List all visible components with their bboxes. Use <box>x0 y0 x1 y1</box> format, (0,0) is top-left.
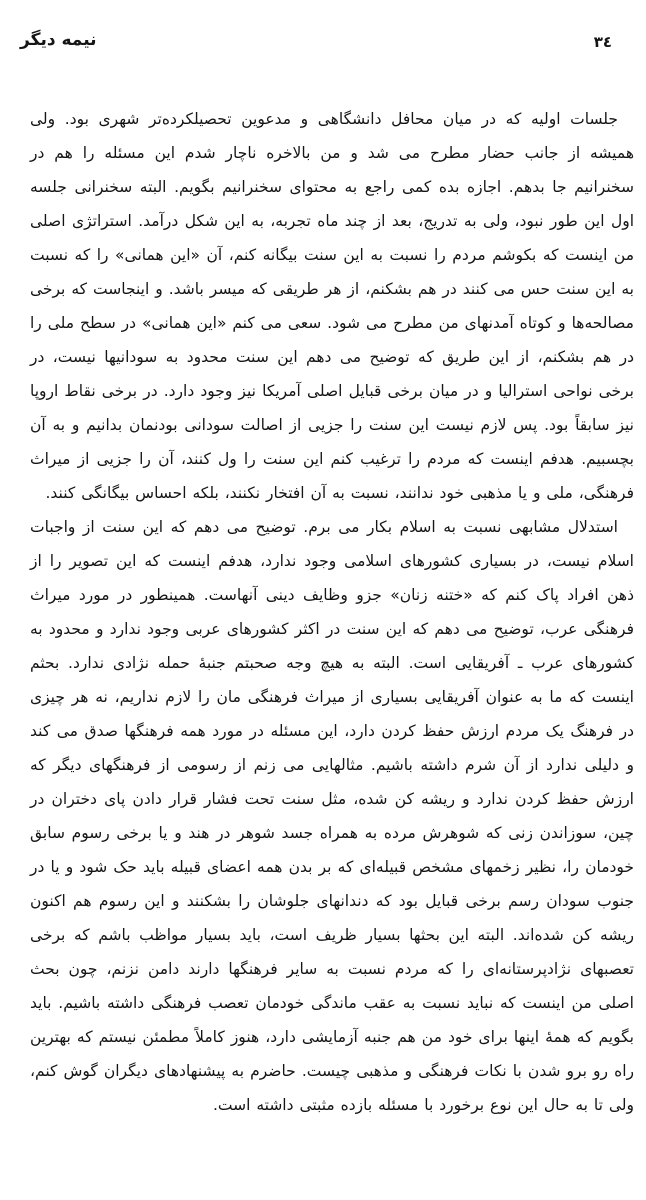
page-number: ٣٤ <box>593 33 612 51</box>
page-body-text <box>30 102 634 1122</box>
paragraph: استدلال مشابهی نسبت به اسلام بکار می برم. توضیح می دهم که این سنت از واجبات اسلام نیست، در بسیاری کشورهای اسلامی وجود ندارد، هدفم اینست که این تصویر را از ذهن افراد پاک کنم که «ختنه زنان» جزو وظایف دینی آنهاست. همینطور در مورد میراث فرهنگی عرب، توضیح می دهم که این سنت در اکثر کشورهای عربی وجود ندارد و محدود به کشورهای عرب ـ آفریقایی است. البته به هیچ وجه صحبتم جنبهٔ حمله نژادی ندارد. بحثم اینست که ما به عنوان آفریقایی بسیاری از میراث فرهنگی مان را لازم نداریم، نه هر چیزی در فرهنگ یک مردم ارزش حفظ کردن دارد، این مسئله در مورد همه فرهنگها صدق می کند و دلیلی ندارد از آن شرم داشته باشیم. مثالهایی می زنم از رسومی از فرهنگهای دیگر که ارزش حفظ کردن ندارد و ریشه کن شده، مثل سنت تحت فشار قرار دادن پای دختران در چین، سوزاندن زنی که شوهرش مرده به همراه جسد شوهر در هند و یا برخی رسوم سابق خودمان را، نظیر زخمهای مشخص قبیله‌ای که بر بدن همه اعضای قبیله باید حک شود و یا در جنوب سودان رسم برخی قبایل بود که دندانهای جلوشان را بشکنند و این رسوم هم اکنون ریشه کن شده‌اند. البته این بحثها بسیار ظریف است، باید بسیار مواظب باشم که برخی تعصبهای نژادپرستانه‌ای را که مردم نسبت به سایر فرهنگها دارند دامن نزنم، چون بحث اصلی من اینست که نباید نسبت به عقب ماندگی خودمان تعصب فرهنگی داشته باشیم. باید بگویم که همهٔ اینها برای خود من هم جنبه آزمایشی دارد، هنوز کاملاً مطمئن نیستم که بهترین راه رو برو شدن با نکات فرهنگی و مذهبی چیست. حاضرم به پیشنهادهای دیگران گوش کنم، ولی تا به حال این نوع برخورد با مسئله بازده مثبتی داشته است. <box>30 518 634 1114</box>
paragraph: جلسات اولیه که در میان محافل دانشگاهی و مدعوین تحصیلکرده‌تر شهری بود. ولی همیشه از جانب حضار مطرح می شد و من بالاخره ناچار شدم این مسئله را هم در سخنرانیم جا بدهم. اجازه بده کمی راجع به محتوای سخنرانیم بگویم. البته سخنرانی جلسه اول این طور نبود، ولی به تدریج، بعد از چند ماه تجربه، به این شکل درآمد. استراتژی اصلی من اینست که بکوشم مردم را نسبت به این سنت بیگانه کنم، آن «این همانی» را که نسبت به این سنت حس می کنند در هم بشکنم، از هر طریقی که میسر باشد. و اینجاست که برخی مصالحه‌ها و کوتاه آمدنهای من مطرح می شود. سعی می کنم «این همانی» در سطح ملی را در هم بشکنم، از این طریق که توضیح می دهم این سنت محدود به سودانیها نیست، در برخی نواحی استرالیا و در میان برخی قبایل اصلی آمریکا نیز وجود دارد. در برخی نقاط اروپا نیز سابقاً بود. پس لازم نیست این سنت را جزیی از اصالت سودانی بودنمان بدانیم و به آن بچسبیم. هدفم اینست که مردم را ترغیب کنم این سنت را ول کنند، آن را جزیی از میراث فرهنگی، ملی و یا مذهبی خود ندانند، نسبت به آن افتخار نکنند، بلکه احساس بیگانگی کنند. <box>30 110 634 502</box>
page-header <box>0 0 646 50</box>
running-head-title: نیمه دیگر <box>20 30 97 50</box>
